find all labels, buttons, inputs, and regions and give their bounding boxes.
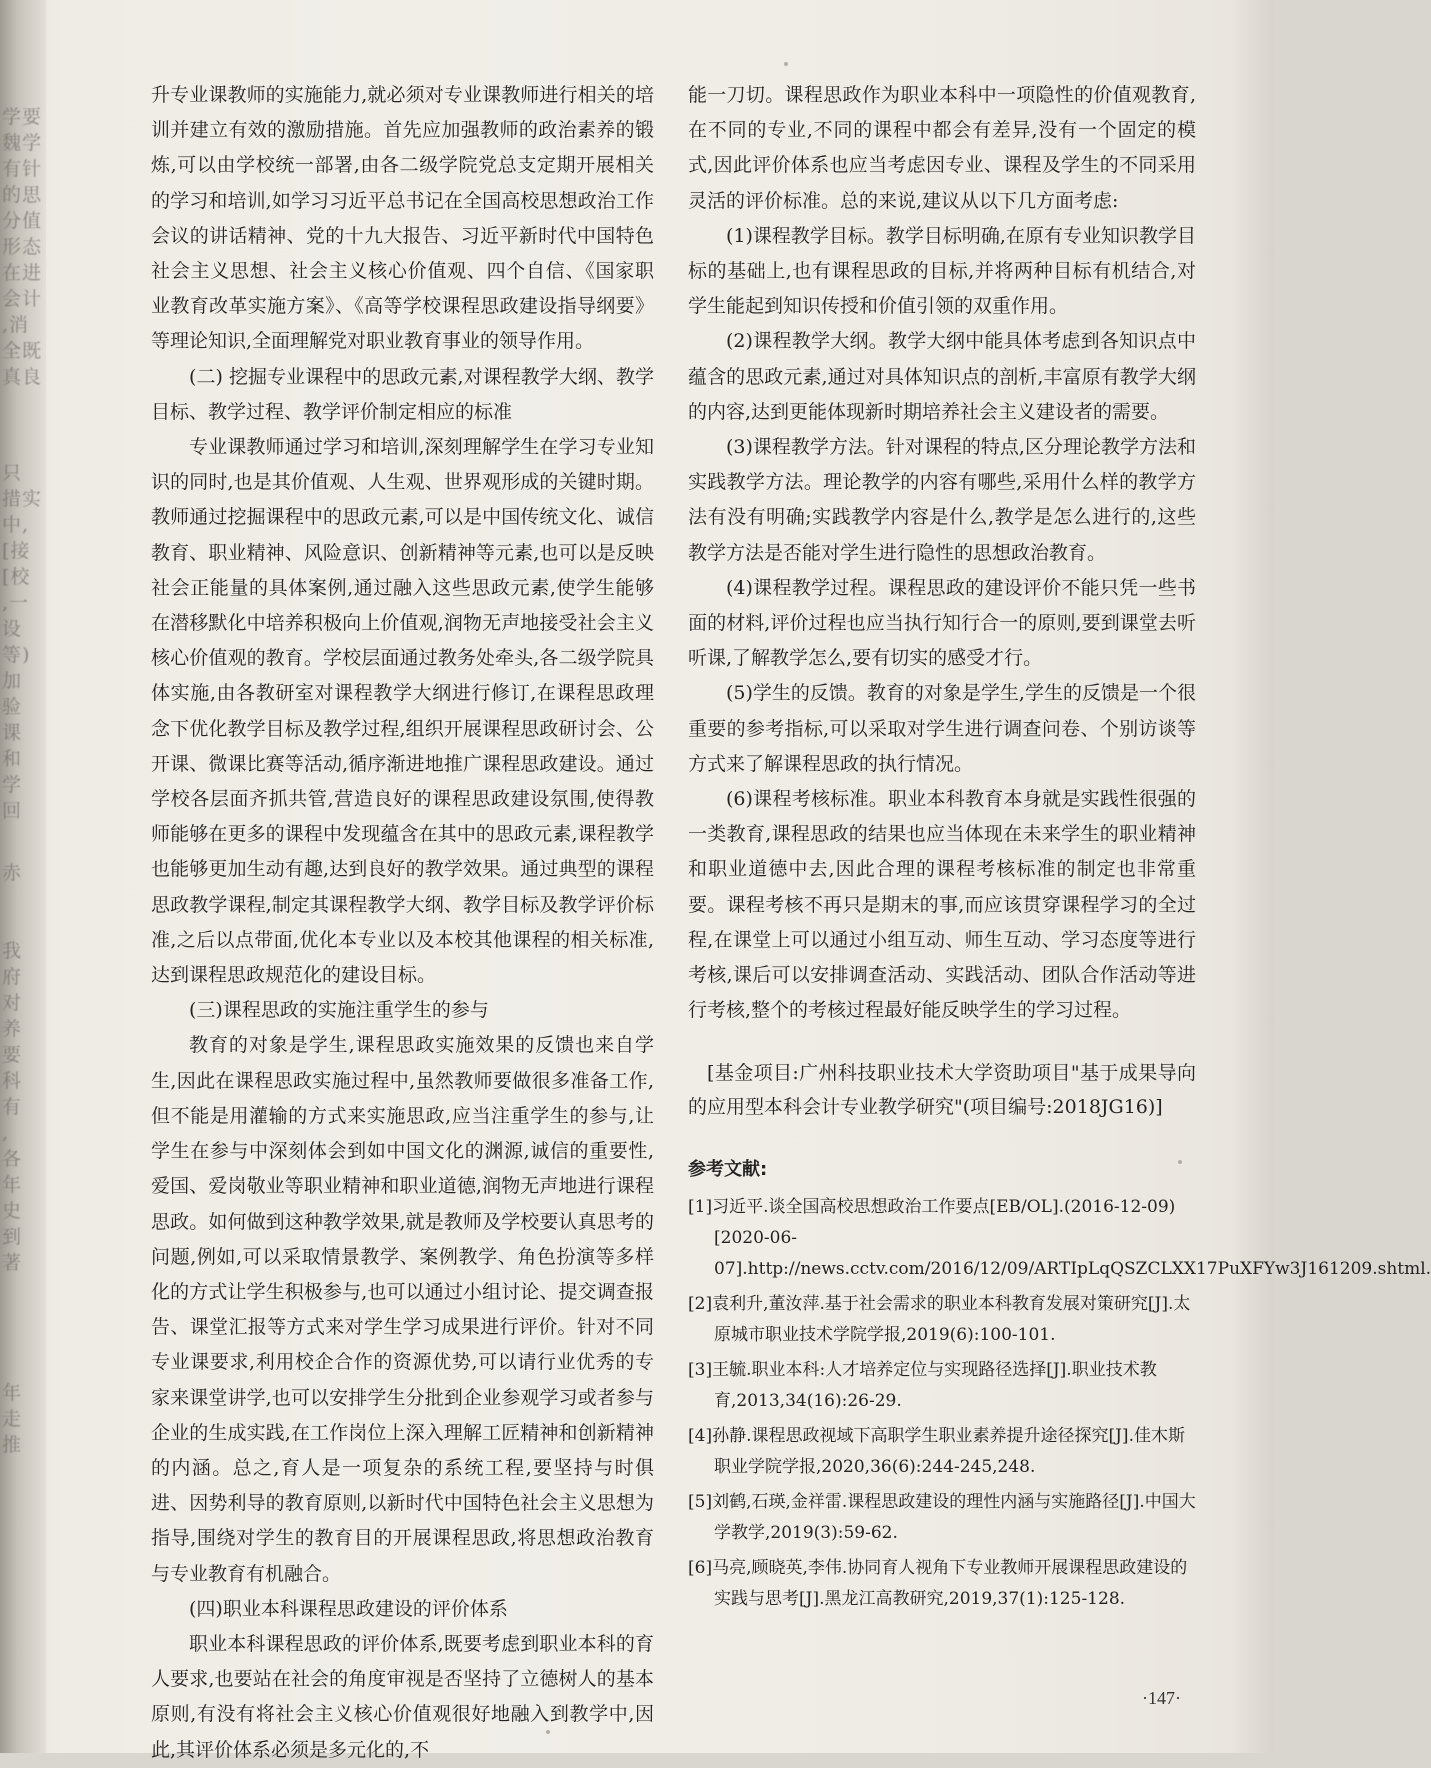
section-heading: (三)课程思政的实施注重学生的参与 [189,999,489,1022]
scan-speck [1178,1160,1182,1164]
bleed-through-text-c: 赤 我 府 对 养 要 科 有 , 各 年 史 到 著 年 走 推 [2,862,23,1456]
reference-item: [2]袁利升,董汝萍.基于社会需求的职业本科教育发展对策研究[J].太原城市职业技术学院学报,2019(6):100-101. [688,1293,1191,1345]
scan-speck [784,62,788,66]
references-title: 参考文献: [688,1159,768,1181]
paragraph: 升专业课教师的实施能力,就必须对专业课教师进行相关的培训并建立有效的激励措施。首先应加强教师的政治素养的锻炼,可以由学校统一部署,由各二级学院党总支定期开展相关的学习和培训,如学习习近平总书记在全国高校思想政治工作会议的讲话精神、党的十九大报告、习近平新时代中国特色社会主义思想、社会主义核心价值观、四个自信、《国家职业教育改革实施方案》、《高等学校课程思政建设指导纲要》等理论知识,全面理解党对职业教育事业的领导作用。 [151,84,654,353]
reference-item: [1]习近平.谈全国高校思想政治工作要点[EB/OL].(2016-12-09) [2020-06-07].http://news.cctv.com/2016/12/09/ARTIpLqQSZCLXX17PuXFYw3J161209.shtml. [688,1196,1431,1279]
section-heading: (二) 挖掘专业课程中的思政元素,对课程教学大纲、教学目标、教学过程、教学评价制定相应的标准 [151,365,654,423]
evaluation-item: (1)课程教学目标。教学目标明确,在原有专业知识教学目标的基础上,也有课程思政的目标,并将两种目标有机结合,对学生能起到知识传授和价值引领的双重作用。 [688,224,1196,318]
bleed-through-text-b: 只 措实 中, [接 [校 ,一 设 等) 加 验 课 和 学 回 [2,462,43,822]
page-number: ·147· [1142,1688,1181,1708]
paragraph: 专业课教师通过学习和培训,深刻理解学生在学习专业知识的同时,也是其价值观、人生观、世界观形成的关键时期。教师通过挖掘课程中的思政元素,可以是中国传统文化、诚信教育、职业精神、风险意识、创新精神等元素,也可以是反映社会正能量的具体案例,通过融入这些思政元素,使学生能够在潜移默化中培养积极向上价值观,润物无声地接受社会主义核心价值观的教育。学校层面通过教务处牵头,各二级学院具体实施,由各教研室对课程教学大纲进行修订,在课程思政理念下优化教学目标及教学过程,组织开展课程思政研讨会、公开课、微课比赛等活动,循序渐进地推广课程思政建设。通过学校各层面齐抓共管,营造良好的课程思政建设氛围,使得教师能够在更多的课程中发现蕴含在其中的思政元素,课程教学也能够更加生动有趣,达到良好的教学效果。通过典型的课程思政教学课程,制定其课程教学大纲、教学目标及教学评价标准,之后以点带面,优化本专业以及本校其他课程的相关标准,达到课程思政规范化的建设目标。 [151,436,654,987]
paragraph: 能一刀切。课程思政作为职业本科中一项隐性的价值观教育,在不同的专业,不同的课程中都会有差异,没有一个固定的模式,因此评价体系也应当考虑因专业、课程及学生的不同采用灵活的评价标准。总的来说,建议从以下几方面考虑: [688,84,1196,212]
paragraph: 教育的对象是学生,课程思政实施效果的反馈也来自学生,因此在课程思政实施过程中,虽然教师要做很多准备工作,但不能是用灌输的方式来实施思政,应当注重学生的参与,让学生在参与中深刻体会到如中国文化的渊源,诚信的重要性,爱国、爱岗敬业等职业精神和职业道德,润物无声地进行课程思政。如何做到这种教学效果,就是教师及学校要认真思考的问题,例如,可以采取情景教学、案例教学、角色扮演等多样化的方式让学生积极参与,也可以通过小组讨论、提交调查报告、课堂汇报等方式来对学生学习成果进行评价。针对不同专业课要求,利用校企合作的资源优势,可以请行业优秀的专家来课堂讲学,也可以安排学生分批到企业参观学习或者参与企业的生成实践,在工作岗位上深入理解工匠精神和创新精神的内涵。总之,育人是一项复杂的系统工程,要坚持与时俱进、因势利导的教育原则,以新时代中国特色社会主义思想为指导,围绕对学生的教育目的开展课程思政,将思想政治教育与专业教育有机融合。 [151,1034,654,1585]
fund-note: [基金项目:广州科技职业技术大学资助项目"基于成果导向的应用型本科会计专业教学研究"(项目编号:2018JG16)] [688,1062,1196,1119]
reference-item: [4]孙静.课程思政视域下高职学生职业素养提升途径探究[J].佳木斯职业学院学报,2020,36(6):244-245,248. [688,1425,1185,1477]
reference-item: [6]马亮,顾晓英,李伟.协同育人视角下专业教师开展课程思政建设的实践与思考[J].黑龙江高教研究,2019,37(1):125-128. [688,1557,1188,1609]
paragraph: 职业本科课程思政的评价体系,既要考虑到职业本科的育人要求,也要站在社会的角度审视是否坚持了立德树人的基本原则,有没有将社会主义核心价值观很好地融入到教学中,因此,其评价体系必须是多元化的,不 [151,1632,654,1761]
reference-item: [5]刘鹤,石瑛,金祥雷.课程思政建设的理性内涵与实施路径[J].中国大学教学,2019(3):59-62. [688,1491,1196,1543]
evaluation-item: (3)课程教学方法。针对课程的特点,区分理论教学方法和实践教学方法。理论教学的内容有哪些,采用什么样的教学方法有没有明确;实践教学内容是什么,教学是怎么进行的,这些教学方法是否能对学生进行隐性的思想政治教育。 [688,436,1196,564]
left-column [151,78,654,1768]
section-heading: (四)职业本科课程思政建设的评价体系 [189,1597,508,1620]
reference-item: [3]王毓.职业本科:人才培养定位与实现路径选择[J].职业技术教育,2013,34(16):26-29. [688,1359,1157,1411]
evaluation-item: (4)课程教学过程。课程思政的建设评价不能只凭一些书面的材料,评价过程也应当执行知行合一的原则,要到课堂去听听课,了解教学怎么,要有切实的感受才行。 [688,576,1196,670]
bleed-through-text-a: 学要 魏学 有针 的思 分值 形态 在进 会计 ,消 全既 真良 [2,106,43,388]
right-column [688,78,1431,1615]
evaluation-item: (6)课程考核标准。职业本科教育本身就是实践性很强的一类教育,课程思政的结果也应当体现在未来学生的职业精神和职业道德中去,因此合理的课程考核标准的制定也非常重要。课程考核不再只是期末的事,而应该贯穿课程学习的全过程,在课堂上可以通过小组互动、师生互动、学习态度等进行考核,课后可以安排调查活动、实践活动、团队合作活动等进行考核,整个的考核过程最好能反映学生的学习过程。 [688,788,1196,1022]
evaluation-item: (2)课程教学大纲。教学大纲中能具体考虑到各知识点中蕴含的思政元素,通过对具体知识点的剖析,丰富原有教学大纲的内容,达到更能体现新时期培养社会主义建设者的需要。 [688,330,1196,423]
evaluation-item: (5)学生的反馈。教育的对象是学生,学生的反馈是一个很重要的参考指标,可以采取对学生进行调查问卷、个别访谈等方式来了解课程思政的执行情况。 [688,682,1196,775]
scan-speck [546,1730,550,1734]
